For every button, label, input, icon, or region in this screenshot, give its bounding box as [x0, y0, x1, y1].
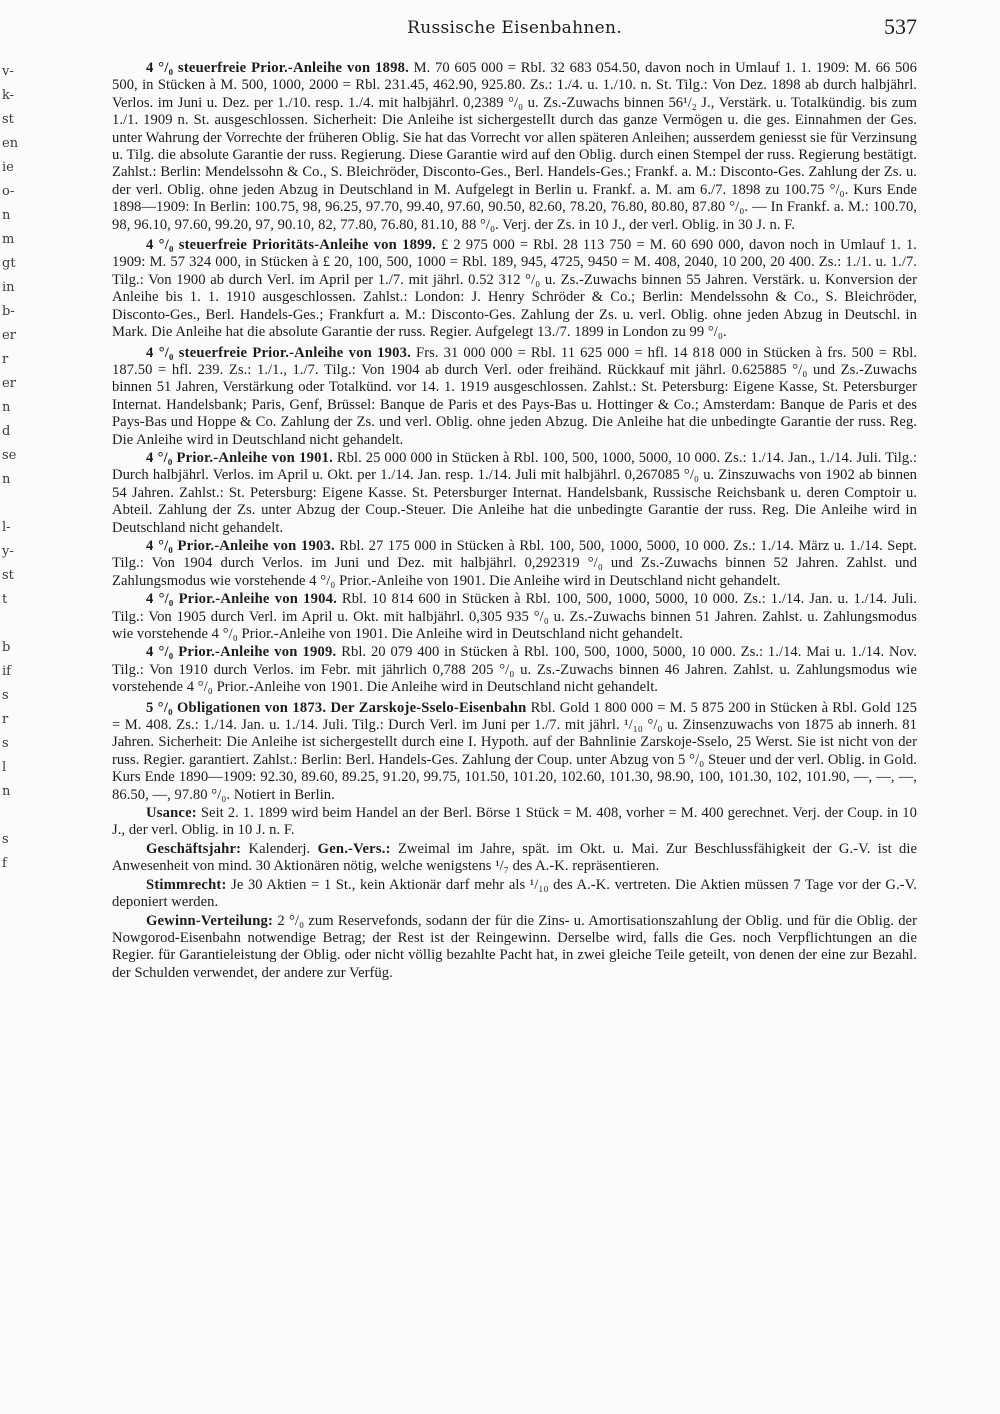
margin-fragment: f	[2, 856, 7, 871]
section-subheading: Gen.-Vers.:	[310, 840, 391, 857]
margin-fragment: en	[2, 136, 19, 151]
margin-fragment: v-	[2, 64, 14, 79]
margin-fragment	[2, 612, 24, 636]
running-head: Russische Eisenbahnen.	[407, 18, 622, 38]
margin-fragment	[2, 1044, 24, 1068]
section-voting-rights	[112, 877, 917, 912]
section-heading: 4 °/₀ Prior.-Anleihe von 1901.	[146, 449, 333, 466]
margin-fragment	[2, 804, 24, 828]
section-text: Rbl. Gold 1 800 000 = M. 5 875 200 in Stücken à Rbl. Gold 125 = M. 408. Zs.: 1./14. Jan. u. 1./14. Juli. Tilg.: Durch Verl. im Juni per 1./7. mit jährl. ¹/₁₀ °/₀ u. Zinsenzuwachs von 1875 ab innerh. 81 Jahren. Sicherheit: Die Anleihe ist sichergestellt durch eine I. Hypoth. auf der Bahnlinie Zarskoje-Sselo, 25 Werst. Sie ist nicht von der russ. Regier. garantiert. Zahlst.: Berlin: Berl. Handels-Ges. Zahlung der Coup. unter Abzug von 5 °/₀ Steuer und der verl. Oblig. in Gold. Kurs Ende 1890—1909: 92.30, 89.60, 89.25, 91.20, 99.75, 101.50, 101.20, 102.60, 101.30, 98.90, 100, 101.30, 102, 101.90, —, —, —, 86.50, —, 97.80 °/₀. Notiert in Berlin.	[112, 699, 917, 803]
margin-fragment	[2, 1068, 24, 1092]
section-1909-loan	[112, 644, 917, 696]
margin-fragment: er	[2, 376, 16, 391]
margin-fragment: m	[2, 232, 15, 247]
margin-fragment: o-	[2, 184, 15, 199]
section-1904-loan	[112, 591, 917, 643]
section-text: Rbl. 27 175 000 in Stücken à Rbl. 100, 500, 1000, 5000, 10 000. Zs.: 1./14. März u. 1./14. Sept. Tilg.: Von 1904 durch Verlos. im Juni und Dez. mit halbjährl. 0,292319 °/₀ und Zs.-Zuwachs binnen 52 Jahren. Zahlst. und Zahlungsmodus wie vorstehende 4 °/₀ Prior.-Anleihe von 1901. Die Anleihe wird in Deutschland nicht gehandelt.	[112, 537, 917, 589]
margin-fragment: d	[2, 424, 11, 439]
section-text: Zweimal im Jahre, spät. im Okt. u. Mai. Zur Beschlussfähigkeit der G.-V. ist die Anwesenheit von mind. 30 Aktionären nötig, welche wenigstens ¹/₇ des A.-K. repräsentieren.	[112, 840, 918, 875]
section-heading: 4 °/₀ steuerfreie Prior.-Anleihe von 1903.	[146, 344, 411, 361]
section-1903-frs-loan	[112, 345, 917, 449]
section-profit-distribution	[112, 913, 917, 983]
section-text: Rbl. 10 814 600 in Stücken à Rbl. 100, 500, 1000, 5000, 10 000. Zs.: 1./14. Jan. u. 1./14. Juli. Tilg.: Von 1905 durch Verl. im April u. Okt. mit halbjährl. 0,305 935 °/₀ u. Zs.-Zuwachs binnen 51 Jahren. Zahlst. u. Zahlungsmodus wie vorstehende 4 °/₀ Prior.-Anleihe von 1901. Die Anleihe wird in Deutschland nicht gehandelt.	[112, 591, 917, 642]
margin-fragment: st	[2, 112, 14, 127]
section-text: M. 70 605 000 = Rbl. 32 683 054.50, davon noch in Umlauf 1. 1. 1909: M. 66 506 500, in Stücken à M. 500, 1000, 2000 = Rbl. 231.45, 462.90, 925.80. Zs.: 1./4. u. 1./10. n. St. Tilg.: Von Dez. 1898 ab durch halbjährl. Verlos. im Juni u. Dez. per 1./10. resp. 1./4. mit halbjährl. 0,2389 °/₀ u. Zs.-Zuwachs binnen 56¹/₂ J., Verstärk. u. Totalkündig. bis zum 1./1. 1909 n. St. ausgeschlossen. Sicherheit: Die Anleihe ist sichergestellt durch das ganze Vermögen u. die ges. Einnahmen der Ges. unter Wahrung der Vorrechte der früheren Oblig. Sie hat das Vorrecht vor allen späteren Anleihen; ausserdem geniesst sie für Verzinsung u. Tilg. die absolute Garantie der russ. Regierung. Diese Garantie wird auf den Oblig. durch einen Stempel der russ. Regierung bestätigt. Zahlst.: Berlin: Mendelssohn & Co., S. Bleichröder, Disconto-Ges., Berl. Handels-Ges.; Frankf. a. M.: Disconto-Ges. Zahlung der Zs. u. der verl. Oblig. ohne jeden Abzug in Deutschland in M. Aufgelegt in Berlin u. Frankf. a. M. am 6./7. 1898 zu 100.75 °/₀. Kurs Ende 1898—1909: In Berlin: 100.75, 98, 96.25, 97.70, 99.40, 97.60, 90.50, 82.60, 78.20, 76.80, 80.80, 87.80 °/₀. — In Frankf. a. M.: 100.70, 98, 96.10, 97.60, 99.20, 97, 90.10, 82, 77.80, 76.80, 81.10, 88 °/₀. Verj. der Zs. in 10 J., der verl. Oblig. in 30 J. n. F.	[112, 60, 917, 233]
margin-fragment: in	[2, 280, 15, 295]
margin-fragment	[2, 492, 24, 516]
section-text: Rbl. 20 079 400 in Stücken à Rbl. 100, 500, 1000, 5000, 10 000. Zs.: 1./14. Mai u. 1./14. Nov. Tilg.: Von 1910 durch Verlos. im Febr. mit jährlich 0,788 205 °/₀ u. Zs.-Zuwachs binnen 46 Jahren. Zahlst. u. Zahlungsmodus wie vorstehende 4 °/₀ Prior.-Anleihe von 1901. Die Anleihe wird in Deutschland nicht gehandelt.	[112, 644, 917, 696]
section-heading: 4 °/₀ Prior.-Anleihe von 1903.	[146, 537, 335, 554]
margin-fragment: y-	[2, 544, 14, 559]
left-margin-fragments	[0, 60, 24, 1092]
section-text: Rbl. 25 000 000 in Stücken à Rbl. 100, 500, 1000, 5000, 10 000. Zs.: 1./14. Jan., 1./14. Juli. Tilg.: Durch halbjährl. Verlos. im April u. Okt. per 1./14. Jan. resp. 1./14. Juli mit halbjährl. 0,267085 °/₀ u. Zinszuwachs von 1902 ab binnen 54 Jahren. Zahlst.: St. Petersburg: Eigene Kasse. St. Petersburger Internat. Handelsbank, Russische Reichsbank u. deren Comptoir u. Abteil. Zahlung der Zs. unter Abzug der Coup.-Steuer. Die Anleihe hat die unbedingte Garantie der russ. Reg. Die Anleihe wird in Deutschland nicht gehandelt.	[112, 449, 917, 536]
margin-fragment	[2, 996, 24, 1020]
section-text: £ 2 975 000 = Rbl. 28 113 750 = M. 60 690 000, davon noch in Umlauf 1. 1. 1909: M. 57 324 000, in Stücken à £ 20, 100, 500, 1000 = Rbl. 189, 945, 4725, 9450 = M. 408, 2040, 10 200, 20 400. Zs.: 1./1. u. 1./7. Tilg.: Von 1900 ab durch Verl. im April per 1./7. mit jährl. 0.52 312 °/₀ u. Zs.-Zuwachs binnen 55 Jahren. Verstärk. u. Konversion der Anleihe bis 1. 1. 1910 ausgeschlossen. Zahlst.: London: J. Henry Schröder & Co.; Berlin: Mendelssohn & Co., S. Bleichröder, Disconto-Ges., Berl. Handels-Ges.; Frankfurt a. M.: Disconto-Ges. Zahlung der Zs. u. verl. Oblig. ohne jeden Abzug in Deutschl. in Mark. Die Anleihe hat die absolute Garantie der russ. Regier. Aufgelegt 13./7. 1899 in London zu 99 °/₀.	[112, 237, 917, 341]
margin-fragment: s	[2, 736, 9, 751]
margin-fragment	[2, 876, 24, 900]
section-usance	[112, 805, 917, 840]
page-body	[112, 60, 917, 983]
margin-fragment: t	[2, 592, 8, 607]
section-heading: 4 °/₀ Prior.-Anleihe von 1909.	[146, 644, 337, 661]
section-text: Seit 2. 1. 1899 wird beim Handel an der Berl. Börse 1 Stück = M. 408, vorher = M. 400 gerechnet. Verj. der Coup. in 10 J., der verl. Oblig. in 10 J. n. F.	[112, 805, 917, 839]
margin-fragment: l-	[2, 520, 11, 535]
page-header	[112, 14, 917, 44]
section-heading: 4 °/₀ steuerfreie Prior.-Anleihe von 1898.	[146, 60, 409, 76]
margin-fragment: r	[2, 352, 9, 367]
section-text: Kalenderj.	[241, 840, 311, 857]
section-heading: Geschäftsjahr:	[146, 840, 242, 857]
margin-fragment	[2, 900, 24, 924]
section-subheading: Der Zarskoje-Sselo-Eisenbahn	[326, 699, 527, 716]
section-text: Frs. 31 000 000 = Rbl. 11 625 000 = hfl. 14 818 000 in Stücken à frs. 500 = Rbl. 187.50 = hfl. 239. Zs.: 1./1., 1./7. Tilg.: Von 1904 ab durch Verl. oder freihänd. Rückkauf mit jährl. 0.625885 °/₀ und Zs.-Zuwachs binnen 51 Jahren, Verstärkung oder Totalkünd. vor 14. 1. 1919 ausgeschlossen. Zahlst.: St. Petersburg: Eigene Kasse, St. Petersburger Internat. Handelsbank; Paris, Genf, Brüssel: Banque de Paris et des Pays-Bas u. Hottinger & Co.; Amsterdam: Banque de Paris et des Pays-Bas und Hoppe & Co. Zahlung der Zs. und verl. Oblig. ohne jeden Abzug. Die Anleihe hat die unbedingte Garantie der russ. Reg. Die Anleihe wird in Deutschland nicht gehandelt.	[112, 344, 918, 448]
section-heading: 4 °/₀ Prior.-Anleihe von 1904.	[146, 591, 337, 608]
margin-fragment: n	[2, 400, 11, 415]
margin-fragment: s	[2, 688, 9, 703]
margin-fragment: er	[2, 328, 16, 343]
section-1901-loan	[112, 450, 917, 537]
margin-fragment: l	[2, 760, 7, 775]
margin-fragment	[2, 948, 24, 972]
section-heading: Stimmrecht:	[146, 876, 227, 893]
margin-fragment: if	[2, 664, 11, 679]
section-heading: Usance:	[146, 805, 197, 822]
section-text: Je 30 Aktien = 1 St., kein Aktionär darf mehr als ¹/₁₀ des A.-K. vertreten. Die Aktien müssen 7 Tage vor der G.-V. deponiert werden.	[112, 876, 917, 911]
section-1898-loan	[112, 60, 917, 234]
section-business-year	[112, 841, 917, 876]
section-heading: 5 °/₀ Obligationen von 1873.	[146, 699, 327, 716]
page-number: 537	[884, 14, 917, 39]
margin-fragment: se	[2, 448, 17, 463]
margin-fragment: b	[2, 640, 11, 655]
margin-fragment: st	[2, 568, 14, 583]
margin-fragment: k-	[2, 88, 15, 103]
section-1899-loan	[112, 237, 917, 341]
section-heading: 4 °/₀ steuerfreie Prioritäts-Anleihe von 1899.	[146, 237, 436, 254]
margin-fragment: n	[2, 208, 11, 223]
margin-fragment	[2, 1020, 24, 1044]
margin-fragment: gt	[2, 256, 16, 271]
margin-fragment: b-	[2, 304, 15, 319]
margin-fragment	[2, 924, 24, 948]
margin-fragment	[2, 972, 24, 996]
margin-fragment: s	[2, 832, 9, 847]
margin-fragment: n	[2, 472, 11, 487]
margin-fragment: r	[2, 712, 9, 727]
section-1873-obligations	[112, 700, 917, 804]
margin-fragment: ie	[2, 160, 14, 175]
section-heading: Gewinn-Verteilung:	[146, 912, 274, 929]
margin-fragment: n	[2, 784, 11, 799]
section-text: 2 °/₀ zum Reservefonds, sodann der für die Zins- u. Amortisationszahlung der Oblig. und für die Oblig. der Nowgorod-Eisenbahn notwendige Betrag; der Rest ist der Reingewinn. Derselbe wird, falls die Ges. noch Verpflichtungen an die Regier. für Garantieleistung der Oblig. oder nicht völlig bezahlte Pacht hat, in zwei gleiche Teile geteilt, von denen der eine zur Bezahl. der Schulden verwendet, der andere zur Verfüg.	[112, 912, 917, 981]
section-1903-rbl-loan	[112, 538, 917, 590]
